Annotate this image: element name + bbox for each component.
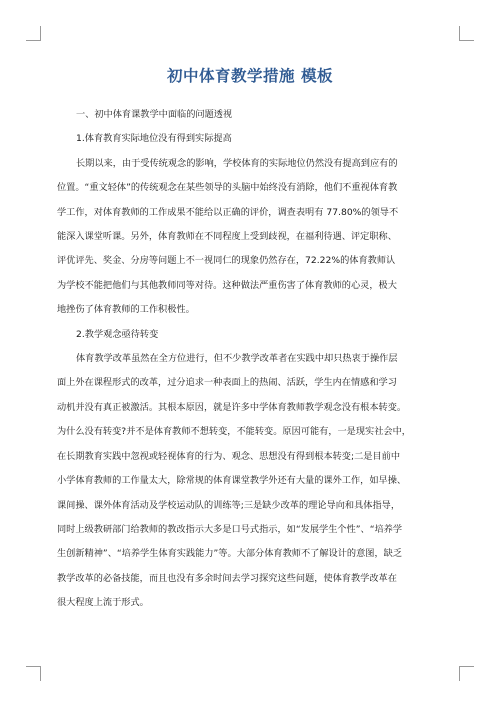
paragraph-line: 长期以来，由于受传统观念的影响，学校体育的实际地位仍然没有提高到应有的 <box>76 157 398 169</box>
paragraph-line: 能深入课堂听课。另外，体育教师在不同程度上受到歧视，在福利待遇、评定职称、 <box>57 231 397 243</box>
paragraph-line: 同时上级教研部门给教师的教改指示大多是口号式指示，如“发展学生个性”、“培养学 <box>57 523 403 535</box>
paragraph-line: 生创新精神”、“培养学生体育实践能力”等。大部分体育教师不了解设计的意图，缺乏 <box>57 548 403 560</box>
subsection-heading: 2.教学观念亟待转变 <box>76 328 159 340</box>
crop-mark-bottom-right <box>459 666 474 681</box>
paragraph-line: 很大程度上流于形式。 <box>57 597 149 609</box>
paragraph-line: 面上外在课程形式的改革，过分追求一种表面上的热闹、活跃，学生内在情感和学习 <box>57 377 397 389</box>
document-title: 初中体育教学措施 模板 <box>167 67 333 85</box>
paragraph-line: 位置。“重文轻体”的传统观念在某些领导的头脑中始终没有消除，他们不重视体育教 <box>57 182 398 194</box>
paragraph-line: 评优评先、奖金、分房等问题上不一视同仁的现象仍然存在，72.22%的体育教师认 <box>57 255 396 267</box>
crop-mark-top-right <box>459 26 474 41</box>
paragraph-line: 体育教学改革虽然在全方位进行，但不少教学改革者在实践中却只热衷于操作层 <box>76 353 398 365</box>
paragraph <box>57 347 457 615</box>
paragraph-line: 为什么没有转变?并不是体育教师不想转变，不能转变。原因可能有，一是现实社会中， <box>57 426 411 438</box>
section-heading: 一、初中体育课教学中面临的问题透视 <box>76 109 233 120</box>
paragraph-line: 动机并没有真正被激活。其根本原因，就是许多中学体育教师教学观念没有根本转变。 <box>57 401 407 413</box>
document-body <box>57 103 457 616</box>
paragraph-line: 课间操、课外体育活动及学校运动队的训练等;三是缺少改革的理论导向和具体指导， <box>57 499 401 511</box>
paragraph-line: 学工作，对体育教师的工作成果不能给以正确的评价，调查表明有 77.80%的领导不 <box>57 206 399 218</box>
paragraph-line: 在长期教育实践中忽视或轻视体育的行为、观念、思想没有得到根本转变;二是目前中 <box>57 450 401 462</box>
subsection-heading: 1.体育教育实际地位没有得到实际提高 <box>76 133 232 145</box>
paragraph <box>57 152 457 323</box>
paragraph-line: 教学改革的必备技能，而且也没有多余时间去学习探究这些问题，使体育教学改革在 <box>57 572 397 584</box>
paragraph-line: 小学体育教师的工作量太大，除常规的体育课堂教学外还有大量的课外工作，如早操、 <box>57 475 407 487</box>
crop-mark-bottom-left <box>26 666 41 681</box>
paragraph-line: 为学校不能把他们与其他教师同等对待。这种做法严重伤害了体育教师的心灵，极大 <box>57 279 397 291</box>
crop-mark-top-left <box>26 26 41 41</box>
paragraph-line: 地挫伤了体育教师的工作积极性。 <box>57 304 195 316</box>
